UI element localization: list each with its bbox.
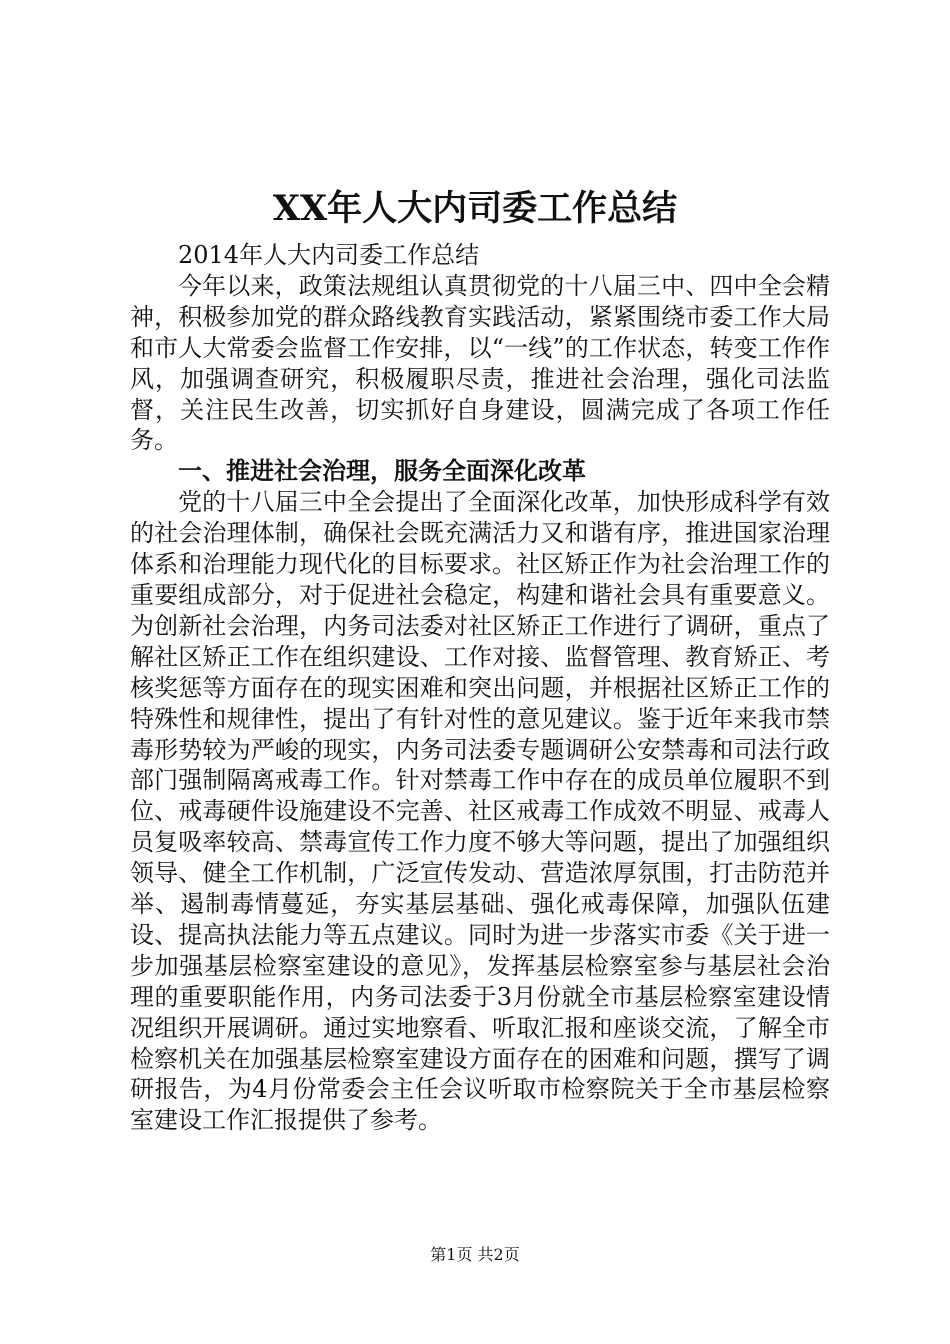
intro-paragraph: 今年以来，政策法规组认真贯彻党的十八届三中、四中全会精神，积极参加党的群众路线教育实践活动，紧紧围绕市委工作大局和市人大常委会监督工作安排，以“一线”的工作状态，转变工作作风，加强调查研究，积极履职尽责，推进社会治理，强化司法监督，关注民生改善，切实抓好自身建设，圆满完成了各项工作任务。: [130, 271, 830, 455]
document-body: [130, 240, 830, 1136]
body-paragraph: 党的十八届三中全会提出了全面深化改革，加快形成科学有效的社会治理体制，确保社会既充满活力又和谐有序，推进国家治理体系和治理能力现代化的目标要求。社区矫正作为社会治理工作的重要组成部分，对于促进社会稳定，构建和谐社会具有重要意义。为创新社会治理，内务司法委对社区矫正工作进行了调研，重点了解社区矫正工作在组织建设、工作对接、监督管理、教育矫正、考核奖惩等方面存在的现实困难和突出问题，并根据社区矫正工作的特殊性和规律性，提出了有针对性的意见建议。鉴于近年来我市禁毒形势较为严峻的现实，内务司法委专题调研公安禁毒和司法行政部门强制隔离戒毒工作。针对禁毒工作中存在的成员单位履职不到位、戒毒硬件设施建设不完善、社区戒毒工作成效不明显、戒毒人员复吸率较高、禁毒宣传工作力度不够大等问题，提出了加强组织领导、健全工作机制，广泛宣传发动、营造浓厚氛围，打击防范并举、遏制毒情蔓延，夯实基层基础、强化戒毒保障，加强队伍建设、提高执法能力等五点建议。同时为进一步落实市委《关于进一步加强基层检察室建设的意见》，发挥基层检察室参与基层社会治理的重要职能作用，内务司法委于3月份就全市基层检察室建设情况组织开展调研。通过实地察看、听取汇报和座谈交流，了解全市检察机关在加强基层检察室建设方面存在的困难和问题，撰写了调研报告，为4月份常委会主任会议听取市检察院关于全市基层检察室建设工作汇报提供了参考。: [130, 488, 830, 1135]
subtitle-paragraph: 2014年人大内司委工作总结: [178, 241, 480, 269]
section-heading: 一、推进社会治理，服务全面深化改革: [178, 456, 586, 486]
document-title: XX年人大内司委工作总结: [272, 188, 678, 229]
page-footer: 第1页 共2页: [430, 1245, 520, 1264]
